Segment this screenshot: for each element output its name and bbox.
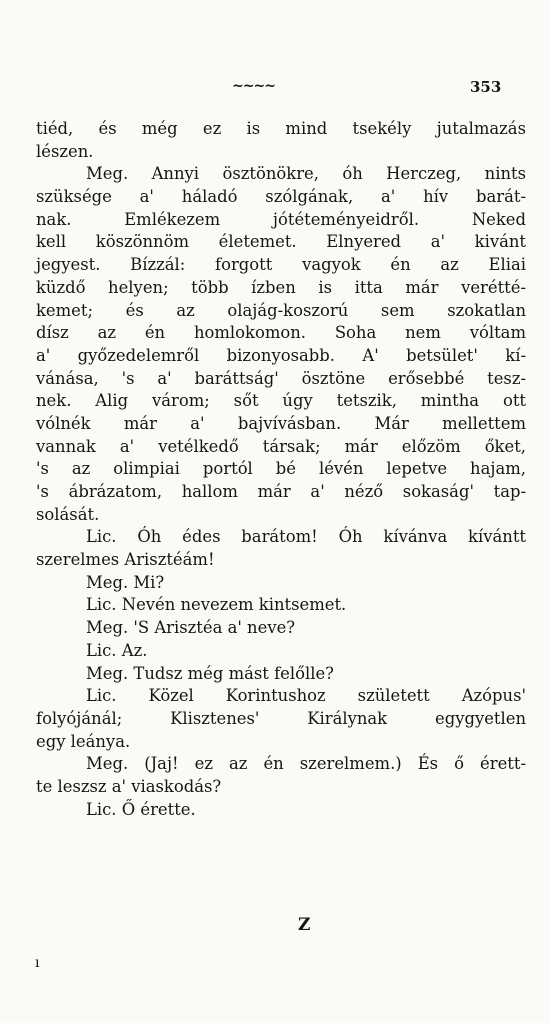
text-line: Lic. Óh édes barátom! Óh kívánva kívántt [86,527,526,547]
text-line: folyójánál; Klisztenes' Királynak egygyetlen [36,708,526,728]
text-line: jegyest. Bízzál: forgott vagyok én az Eliai [36,255,526,275]
text-line: Meg. 'S Arisztéa a' neve? [86,618,296,638]
text-line: kemet; és az olajág-koszorú sem szokatlan [36,300,526,320]
text-line: vannak a' vetélkedő társak; már előzöm őket, [36,436,526,456]
text-line: lészen. [36,141,94,161]
text-line: kell köszönnöm életemet. Elnyered a' kivánt [36,232,526,252]
text-line: tiéd, és még ez is mind tsekély jutalmazás [36,119,526,138]
text-line: a' győzedelemről bizonyosabb. A' betsület' kí- [36,345,526,365]
signature-mark: Z [298,915,311,935]
text-line: Meg. Mi? [86,572,165,592]
text-line: vólnék már a' bajvívásban. Már mellettem [36,413,526,433]
text-line: solását. [36,504,100,524]
header-ornament: ~~~~ [232,78,275,94]
text-line: szüksége a' háladó szólgának, a' hív barát- [36,187,526,207]
page-body-text [36,118,526,821]
text-line: Meg. Annyi ösztönökre, óh Herczeg, nints [86,164,526,184]
text-line: vánása, 's a' baráttság' ösztöne erősebbé tesz- [36,368,526,388]
text-line: küzdő helyen; több ízben is itta már verétté- [36,277,526,297]
text-line: 's ábrázatom, hallom már a' néző sokaság' tap- [36,482,526,501]
page-number: 353 [470,78,502,96]
text-line: nak. Emlékezem jótéteményeidről. Neked [36,209,526,229]
text-line: szerelmes Arisztéám! [36,550,215,570]
margin-mark: ı [35,955,40,971]
text-line: Lic. Nevén nevezem kintsemet. [86,595,347,615]
text-line: Lic. Az. [86,640,148,660]
text-line: te leszsz a' viaskodás? [36,776,222,796]
text-line: dísz az én homlokomon. Soha nem vóltam [36,323,526,343]
text-line: nek. Alig várom; sőt úgy tetszik, mintha ott [36,391,526,411]
text-line: 's az olimpiai portól bé lévén lepetve hajam, [36,459,526,479]
text-line: Meg. (Jaj! ez az én szerelmem.) És ő érett- [86,754,526,774]
text-line: egy leánya. [36,731,131,751]
text-line: Meg. Tudsz még mást felőlle? [86,663,334,683]
text-line: Lic. Ő érette. [86,799,196,819]
text-line: Lic. Közel Korintushoz született Azópus' [86,686,526,706]
